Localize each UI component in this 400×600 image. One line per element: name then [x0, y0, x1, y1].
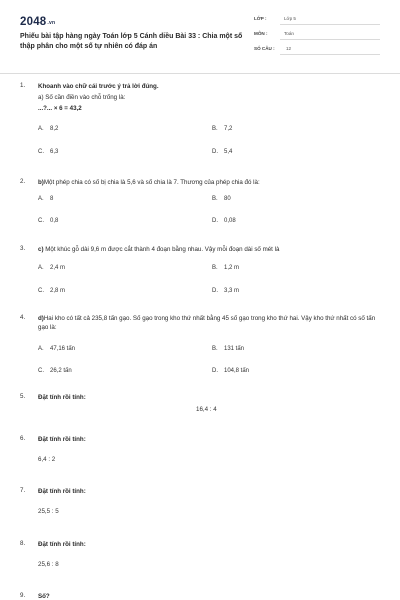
- option-a[interactable]: [38, 196, 53, 202]
- question-sub-b: ...?... × 6 = 43,2: [38, 105, 82, 112]
- question-text: Khoanh vào chữ cái trước ý trả lời đúng.: [38, 83, 159, 90]
- option-b[interactable]: [212, 265, 239, 271]
- option-value: 131 tấn: [224, 346, 245, 352]
- question-part-label: d): [38, 315, 44, 322]
- question-body: Hai kho có tất cả 235,8 tấn gạo. Số gạo trong kho thứ nhất bằng 45 số gạo trong kho thứ hai. Vậy kho thứ nhất có số tấn gạo là:: [38, 315, 376, 331]
- option-d[interactable]: [212, 218, 236, 224]
- option-value: 5,4: [224, 149, 233, 155]
- question-number: 8.: [20, 540, 26, 547]
- option-d[interactable]: [212, 288, 239, 294]
- option-a[interactable]: [38, 265, 65, 271]
- logo-suffix: .vn: [47, 20, 56, 26]
- option-key: D.: [212, 218, 218, 224]
- option-value: 104,8 tấn: [224, 368, 250, 374]
- option-key: A.: [38, 126, 44, 132]
- option-key: C.: [38, 368, 44, 374]
- option-d[interactable]: [212, 368, 249, 374]
- option-c[interactable]: [38, 288, 65, 294]
- meta-divider: [280, 24, 380, 25]
- question-text: [38, 178, 378, 187]
- option-value: 0,8: [50, 218, 59, 224]
- question-9: [20, 592, 384, 600]
- option-key: B.: [212, 196, 218, 202]
- meta-label: MÔN :: [254, 31, 268, 36]
- option-b[interactable]: [212, 126, 232, 132]
- option-a[interactable]: [38, 126, 58, 132]
- option-key: C.: [38, 218, 44, 224]
- option-key: D.: [212, 149, 218, 155]
- option-key: B.: [212, 265, 218, 271]
- meta-label: LỚP :: [254, 16, 267, 21]
- option-c[interactable]: [38, 368, 72, 374]
- question-number: 4.: [20, 314, 26, 321]
- question-text: [38, 314, 378, 332]
- option-value: 8,2: [50, 126, 59, 132]
- question-number: 6.: [20, 435, 26, 442]
- option-value: 80: [224, 196, 231, 202]
- question-text: Đặt tính rồi tính:: [38, 488, 86, 495]
- worksheet-title: Phiếu bài tập hàng ngày Toán lớp 5 Cánh diều Bài 33 : Chia một số thập phân cho một số tự nhiên có đáp án: [20, 33, 243, 50]
- meta-divider: [280, 39, 380, 40]
- option-value: 1,2 m: [224, 265, 240, 271]
- option-key: A.: [38, 196, 44, 202]
- question-number: 5.: [20, 393, 26, 400]
- meta-value: 12: [286, 46, 292, 51]
- option-b[interactable]: [212, 196, 231, 202]
- question-number: 1.: [20, 82, 26, 89]
- option-key: D.: [212, 368, 218, 374]
- option-value: 26,2 tấn: [50, 368, 72, 374]
- question-3: [20, 245, 384, 301]
- meta-value: Toán: [284, 31, 294, 36]
- question-number: 3.: [20, 245, 26, 252]
- question-text: Số?: [38, 593, 50, 600]
- question-text: Đặt tính rồi tính:: [38, 436, 86, 443]
- option-c[interactable]: [38, 218, 58, 224]
- question-number: 7.: [20, 487, 26, 494]
- question-5: [20, 393, 384, 419]
- option-key: C.: [38, 288, 44, 294]
- option-value: 0,08: [224, 218, 236, 224]
- question-1: [20, 82, 384, 162]
- option-key: B.: [212, 346, 218, 352]
- option-key: B.: [212, 126, 218, 132]
- site-logo[interactable]: [20, 16, 55, 28]
- division-expression: 16,4 : 4: [196, 406, 217, 413]
- option-key: D.: [212, 288, 218, 294]
- meta-count: [254, 45, 380, 55]
- question-4: [20, 314, 384, 380]
- meta-value: Lớp 5: [284, 16, 296, 21]
- meta-class: [254, 15, 380, 25]
- question-part-label: c): [38, 246, 44, 253]
- meta-subject: [254, 30, 380, 40]
- option-key: C.: [38, 149, 44, 155]
- question-text: Đặt tính rồi tính:: [38, 541, 86, 548]
- option-value: 6,3: [50, 149, 59, 155]
- question-8: [20, 540, 384, 570]
- option-value: 7,2: [224, 126, 233, 132]
- question-body: Một khúc gỗ dài 9,6 m được cắt thành 4 đoạn bằng nhau. Vậy mỗi đoạn dài số mét là: [43, 246, 280, 253]
- option-c[interactable]: [38, 149, 58, 155]
- question-sub-a: a) Số cần điền vào chỗ trống là:: [38, 94, 126, 101]
- option-value: 47,16 tấn: [50, 346, 76, 352]
- option-key: A.: [38, 265, 44, 271]
- logo-text: 2048: [20, 16, 47, 28]
- meta-divider: [280, 54, 380, 55]
- option-d[interactable]: [212, 149, 232, 155]
- question-text: Đặt tính rồi tính:: [38, 394, 86, 401]
- worksheet-header: [0, 0, 400, 74]
- question-7: [20, 487, 384, 517]
- division-expression: 25,6 : 8: [38, 561, 59, 568]
- division-expression: 6,4 : 2: [38, 456, 56, 463]
- option-value: 2,4 m: [50, 265, 66, 271]
- question-2: [20, 178, 384, 234]
- question-number: 2.: [20, 178, 26, 185]
- option-value: 8: [50, 196, 54, 202]
- option-key: A.: [38, 346, 44, 352]
- question-6: [20, 435, 384, 465]
- option-value: 3,3 m: [224, 288, 240, 294]
- option-a[interactable]: [38, 346, 75, 352]
- option-b[interactable]: [212, 346, 244, 352]
- question-part-label: b): [38, 179, 44, 186]
- question-body: Một phép chia có số bị chia là 5,6 và số chia là 7. Thương của phép chia đó là:: [43, 179, 260, 186]
- option-value: 2,8 m: [50, 288, 66, 294]
- question-text: [38, 245, 378, 254]
- question-number: 9.: [20, 592, 26, 599]
- meta-label: SỐ CÂU :: [254, 46, 275, 51]
- division-expression: 25,5 : 5: [38, 508, 59, 515]
